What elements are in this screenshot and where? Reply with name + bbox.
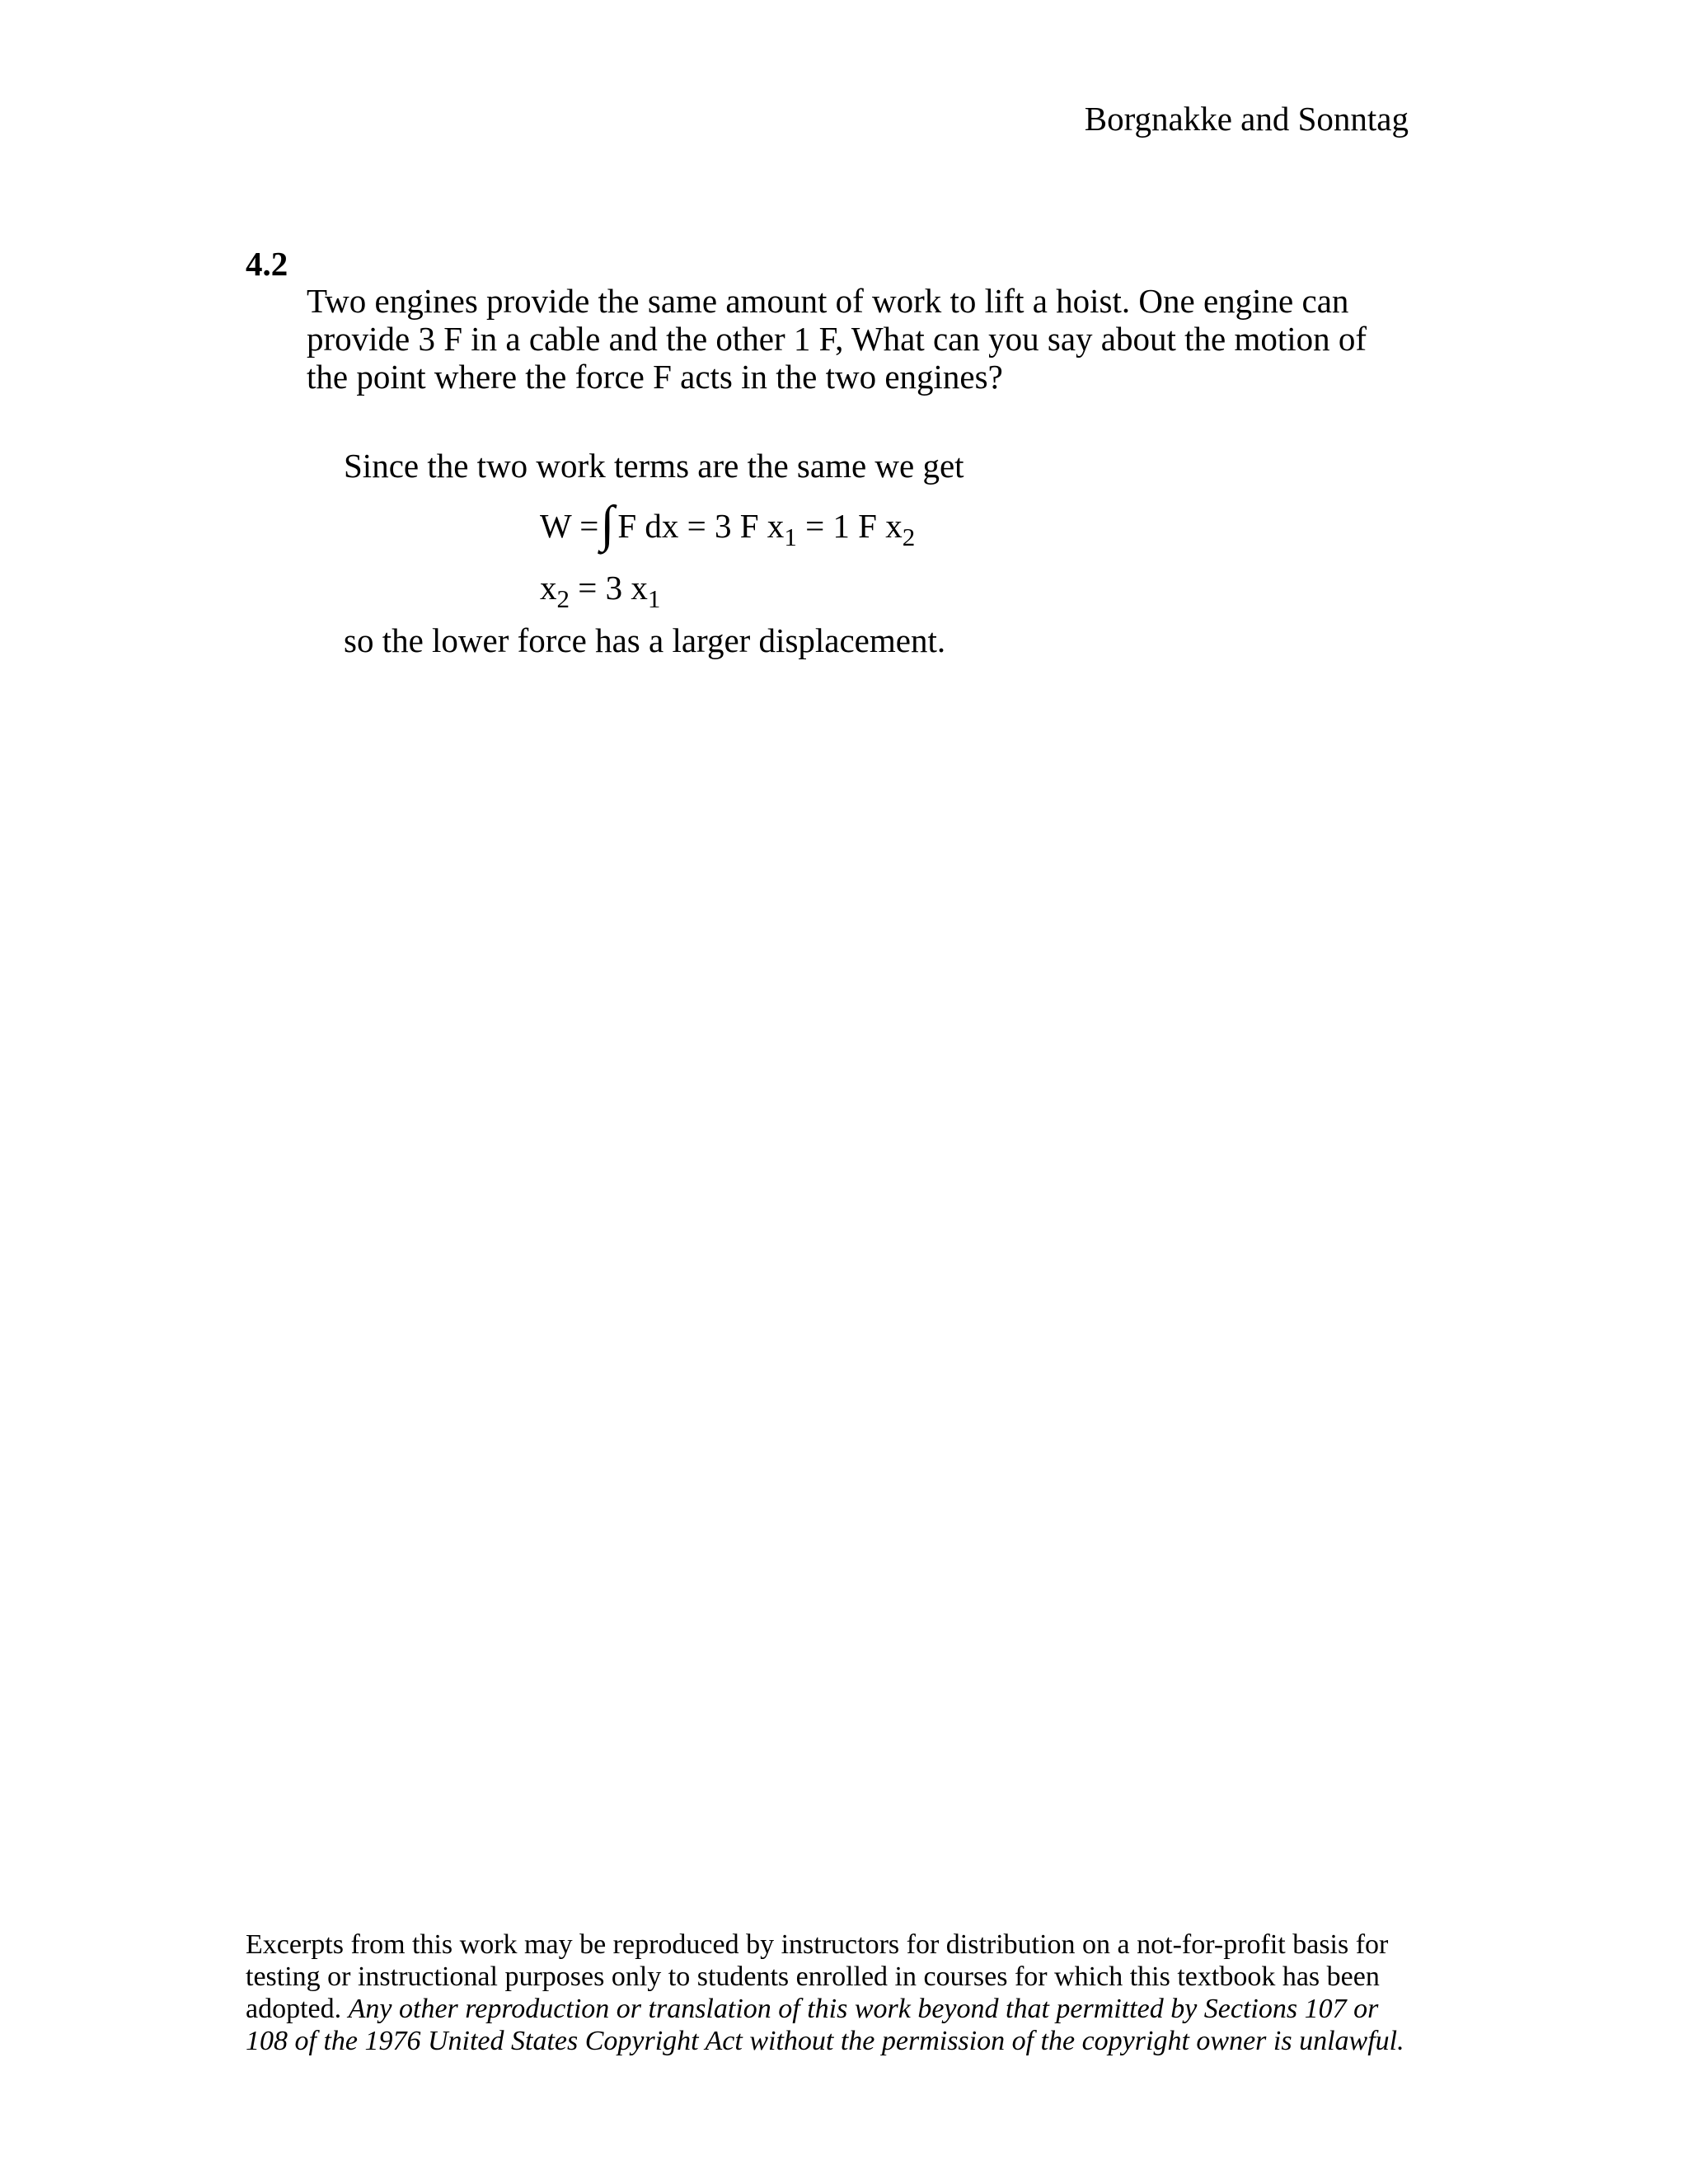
displacement-equation-subscript-a: 2 <box>556 584 570 613</box>
work-equation <box>540 496 916 552</box>
displacement-equation <box>540 569 661 613</box>
displacement-equation-part-a: x <box>540 569 557 607</box>
problem-number: 4.2 <box>246 245 288 283</box>
work-equation-part-b: = 1 F x <box>796 507 903 545</box>
copyright-notice <box>246 1929 1424 2057</box>
work-equation-subscript-a: 1 <box>784 523 797 551</box>
copyright-notice-normal: Excerpts from this work may be reproduced by instructors for distribution on a not-for-profit basis for testing or instructional purposes only to students enrolled in courses for which this textbook has been adopted. <box>246 1929 1389 2024</box>
work-equation-lhs: W = <box>540 507 599 545</box>
copyright-notice-italic: Any other reproduction or translation of this work beyond that permitted by Sections 107 or 108 of the 1976 United States Copyright Act without the permission of the copyright owner is unlawful. <box>246 1994 1404 2056</box>
work-equation-subscript-b: 2 <box>902 523 916 551</box>
integral-symbol: ∫ <box>600 496 615 552</box>
problem-statement: Two engines provide the same amount of work to lift a hoist. One engine can provide 3 F in a cable and the other 1 F, What can you say about the motion of the point where the force F acts in the two engines? <box>307 282 1367 396</box>
solution-conclusion: so the lower force has a larger displacement. <box>344 621 946 659</box>
work-equation-part-a: F dx = 3 F x <box>617 507 785 545</box>
displacement-equation-part-b: = 3 x <box>570 569 648 607</box>
header-author: Borgnakke and Sonntag <box>1084 100 1409 138</box>
displacement-equation-subscript-b: 1 <box>647 584 661 613</box>
solution-intro: Since the two work terms are the same we get <box>344 447 964 485</box>
